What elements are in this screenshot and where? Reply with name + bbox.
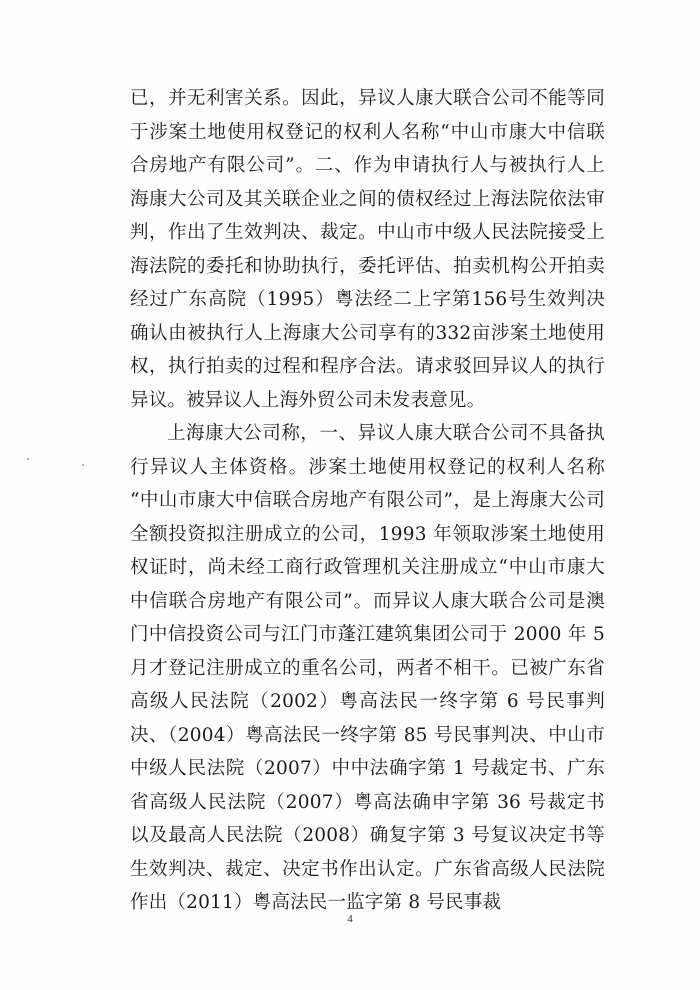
page-number: 4 xyxy=(347,913,353,925)
document-body xyxy=(130,82,612,920)
scan-speck xyxy=(82,464,84,466)
paragraph-2: 上海康大公司称，一、异议人康大联合公司不具备执行异议人主体资格。涉案土地使用权登记的权利人名称 “中山市康大中信联合房地产有限公司”，是上海康大公司全额投资拟注册成立的公司，1993 年领取涉案土地使用权证时，尚未经工商行政管理机关注册成立“中山市康大中信联合房地产有限公司”。而异议人康大联合公司是澳门中信投资公司与江门市蓬江建筑集团公司于 2000 年 5 月才登记注册成立的重名公司，两者不相干。已被广东省高级人民法院（2002）粤高法民一终字第 6 号民事判决、（2004）粤高法民一终字第 85 号民事判决、中山市中级人民法院（2007）中中法确字第 1 号裁定书、广东省高级人民法院（2007）粤高法确申字第 36 号裁定书以及最高人民法院（2008）确复字第 3 号复议决定书等生效判决、裁定、决定书作出认定。广东省高级人民法院作出（2011）粤高法民一监字第 8 号民事裁 xyxy=(130,423,612,913)
paragraph-1: 已，并无利害关系。因此，异议人康大联合公司不能等同于涉案土地使用权登记的权利人名称“中山市康大中信联合房地产有限公司”。二、作为申请执行人与被执行人上海康大公司及其关联企业之间的债权经过上海法院依法审判，作出了生效判决、裁定。中山市中级人民法院接受上海法院的委托和协助执行，委托评估、拍卖机构公开拍卖经过广东高院（1995）粤法经二上字第156号生效判决确认由被执行人上海康大公司享有的332亩涉案土地使用权，执行拍卖的过程和程序合法。请求驳回异议人的执行异议。被异议人上海外贸公司未发表意见。 xyxy=(130,88,605,411)
scan-speck xyxy=(27,458,29,460)
